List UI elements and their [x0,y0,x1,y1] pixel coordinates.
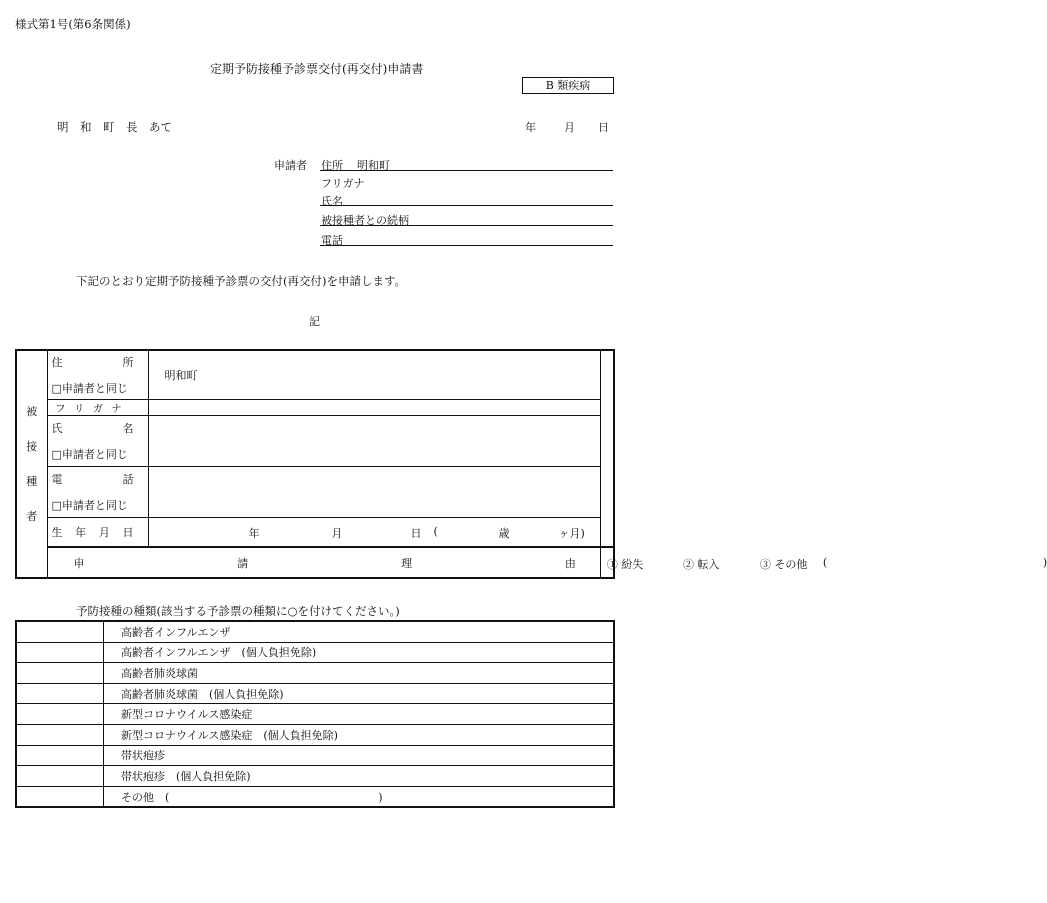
vaccine-check-cell[interactable] [16,786,104,807]
recipient-phone-value[interactable] [148,467,600,518]
vaccine-check-cell[interactable] [16,704,104,725]
table-row [16,621,614,642]
applicant-relation-line [320,225,613,226]
table-row [16,766,614,787]
reason-options-cell [600,547,1047,578]
vaccine-check-cell[interactable] [16,621,104,642]
recipient-table [15,349,1047,579]
dob-age: 歳 [498,527,510,540]
vaccine-check-cell[interactable] [16,724,104,745]
side-char: 者 [26,510,38,523]
applicant-phone-line [320,245,613,246]
vaccine-check-cell[interactable] [16,766,104,787]
form-number: 様式第1号(第6条関係) [15,17,131,31]
phone-label-cell: 電 話 □申請者と同じ [47,467,148,518]
vaccine-type-name: 帯状疱疹 (個人負担免除) [104,766,615,787]
vaccine-type-name: 新型コロナウイルス感染症 (個人負担免除) [104,724,615,745]
addressee: 明 和 町 長 あて [57,120,172,134]
table-row [16,786,614,807]
dob-year: 年 [248,527,260,540]
reason-label-cell: 申 請 理 由 [47,547,600,578]
vaccine-check-cell[interactable] [16,663,104,684]
side-char: 接 [26,440,38,453]
recipient-side-label [16,350,47,578]
address-same-checkbox[interactable]: □申請者と同じ [51,382,128,395]
vaccine-type-name: 帯状疱疹 [104,745,615,766]
vaccine-type-name: 高齢者インフルエンザ (個人負担免除) [104,642,615,663]
applicant-phone-label: 電話 [321,234,343,247]
table-row [16,704,614,725]
name-label-cell: 氏 名 □申請者と同じ [47,416,148,467]
applicant-furigana-label: フリガナ [321,177,365,190]
document-title: 定期予防接種予診票交付(再交付)申請書 [210,62,424,76]
vaccine-check-cell[interactable] [16,683,104,704]
dob-month: 月 [331,527,343,540]
table-row [16,663,614,684]
furigana-label-cell: フ リ ガ ナ [47,400,148,416]
dob-months: ヶ月) [558,527,585,540]
table-row [16,745,614,766]
applicant-name-label: 氏名 [321,195,343,208]
dob-open-paren: ( [433,525,438,538]
vaccine-check-cell[interactable] [16,642,104,663]
date-day: 日 [598,121,609,134]
side-char: 被 [26,405,38,418]
reason-moved-in-option[interactable]: ② 転入 [682,558,720,571]
name-same-checkbox[interactable]: □申請者と同じ [51,448,128,461]
reason-lost-option[interactable]: ① 紛失 [606,558,644,571]
vaccine-section-title: 予防接種の種類(該当する予診票の種類に○を付けてください。) [76,604,400,618]
table-row [16,724,614,745]
date-month: 月 [564,121,575,134]
application-statement: 下記のとおり定期予防接種予診票の交付(再交付)を申請します。 [76,274,407,288]
recipient-name-value[interactable] [148,416,600,467]
category-badge: B 類疾病 [522,77,614,94]
vaccine-type-name: 新型コロナウイルス感染症 [104,704,615,725]
applicant-name-line [320,205,613,206]
table-row [16,642,614,663]
recipient-furigana-value[interactable] [148,400,600,416]
reason-close-paren: ) [1042,556,1047,569]
dob-label-cell: 生 年 月 日 [47,518,148,548]
vaccine-type-name: 高齢者インフルエンザ [104,621,615,642]
applicant-address-value: 明和町 [357,159,390,172]
vaccine-check-cell[interactable] [16,745,104,766]
applicant-address-label: 住所 [321,159,343,172]
recipient-address-value[interactable]: 明和町 [148,350,600,400]
applicant-address-line [320,170,613,171]
dob-day: 日 [410,527,422,540]
vaccine-type-name: 高齢者肺炎球菌 (個人負担免除) [104,683,615,704]
reason-open-paren: ( [822,556,828,569]
reason-other-option[interactable]: ③ その他 [759,558,808,571]
recipient-dob-value[interactable] [148,518,600,548]
side-char: 種 [26,475,38,488]
phone-same-checkbox[interactable]: □申請者と同じ [51,499,128,512]
date-year: 年 [525,121,536,134]
table-row [16,683,614,704]
address-label-cell: 住 所 □申請者と同じ [47,350,148,400]
applicant-relation-label: 被接種者との続柄 [321,214,409,227]
vaccine-type-name: 高齢者肺炎球菌 [104,663,615,684]
ki-mark: 記 [309,315,320,328]
applicant-label: 申請者 [274,159,307,172]
vaccine-type-table [15,620,615,808]
vaccine-type-name: その他 ( ) [104,786,615,807]
